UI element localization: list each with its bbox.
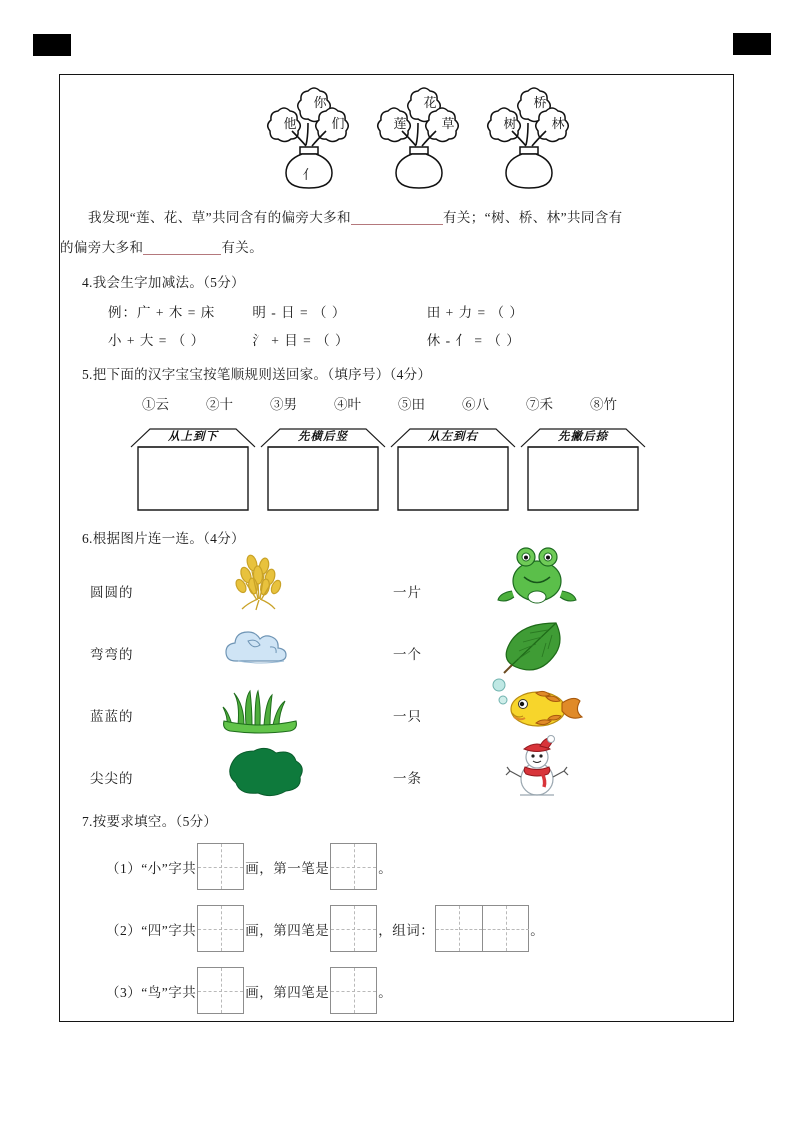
q4-cell[interactable]: 氵 + 目 = （ ） [252,333,350,348]
match-right-word[interactable]: 一个 [393,647,422,662]
q6-matching-area [60,545,733,800]
q7-text-b: 画，第四笔是 [245,984,330,1000]
vase-plants [360,83,476,191]
q7-row-1 [106,843,392,890]
q7-row-2 [106,905,544,952]
discovery-text-b: 有关；“树、桥、林”共同含有 [442,210,623,225]
q7-text-a: （2）“四”字共 [106,922,197,938]
word-answer-box[interactable] [435,905,529,952]
registration-mark-left [33,34,71,56]
match-left-word[interactable]: 尖尖的 [90,771,134,786]
discovery-blank-2[interactable] [143,254,221,255]
house-box[interactable] [128,425,258,513]
vase-petal-label: 林 [551,116,565,131]
q5-char: ⑥八 [462,397,489,412]
q7-text-c: 。 [530,922,545,938]
worksheet-page [59,74,734,1022]
vase-petal-label: 草 [441,116,455,131]
stroke-answer-box[interactable] [330,905,377,952]
q4-row-1 [108,301,524,321]
q7-text-c: 。 [378,984,393,1000]
match-left-word[interactable]: 圆圆的 [90,585,134,600]
q7-text-b: 画，第四笔是 [245,922,330,938]
q5-char: ⑤田 [398,397,425,412]
grass-icon [208,677,313,735]
house-box[interactable] [388,425,518,513]
q5-char: ③男 [270,397,297,412]
stroke-count-box[interactable] [197,905,244,952]
match-left-word[interactable]: 蓝蓝的 [90,709,134,724]
house-label: 先撇后捺 [558,431,608,443]
match-left-word[interactable]: 弯弯的 [90,647,134,662]
question-5-heading: 5.把下面的汉字宝宝按笔顺规则送回家。（填序号）（4分） [82,367,432,382]
vase-illustration-row [60,83,733,191]
house-label: 从左到右 [428,431,478,443]
q4-cell[interactable]: 明 - 日 = （ ） [252,305,347,320]
q4-row-2 [108,329,521,349]
house-box[interactable] [518,425,648,513]
q7-text-a: （3）“鸟”字共 [106,984,197,1000]
vase-petal-label: 树 [503,116,517,131]
discovery-text-d: 有关。 [221,240,264,255]
lake-icon [208,741,313,799]
discovery-text-a: 我发现“莲、花、草”共同含有的偏旁大多和 [88,210,351,225]
house-label: 从上到下 [168,431,218,443]
frog-icon [490,545,585,605]
stroke-count-box[interactable] [197,967,244,1014]
q4-cell: 例：广 + 木 = 床 [108,305,216,320]
vase-petal-label: 们 [331,116,345,131]
question-7-heading: 7.按要求填空。（5分） [82,814,218,829]
q5-char: ②十 [206,397,233,412]
q7-row-3 [106,967,392,1014]
stroke-answer-box[interactable] [330,843,377,890]
q5-char: ⑧竹 [590,397,617,412]
vase-trees [470,83,586,191]
q7-text-extra-label: ，组词： [378,922,435,938]
registration-mark-right [733,33,771,55]
snowman-icon [490,735,585,795]
q7-text-a: （1）“小”字共 [106,860,197,876]
q4-cell[interactable]: 休 - 亻 = （ ） [426,333,521,348]
q5-char: ④叶 [334,397,361,412]
q5-char: ⑦禾 [526,397,553,412]
cloud-icon [208,619,313,677]
stroke-count-box[interactable] [197,843,244,890]
q4-cell[interactable]: 小 + 大 = （ ） [108,333,206,348]
house-box[interactable] [258,425,388,513]
vase-petal-label: 莲 [393,116,407,131]
match-right-word[interactable]: 一条 [393,771,422,786]
vase-petal-label: 你 [313,95,327,110]
vase-petal-label: 桥 [533,95,547,110]
wheat-icon [208,553,313,611]
question-6-heading: 6.根据图片连一连。（4分） [82,531,245,546]
discovery-line-1 [88,203,623,233]
q7-text-c: 。 [378,860,393,876]
discovery-blank-1[interactable] [351,224,443,225]
vase-pronouns [250,83,366,191]
vase-petal-label: 花 [423,95,437,110]
discovery-text-c: 的偏旁大多和 [60,240,144,255]
q5-char: ①云 [142,397,169,412]
q4-cell[interactable]: 田 + 力 = （ ） [426,305,524,320]
house-label: 先横后竖 [298,431,348,443]
leaf-icon [490,615,585,675]
question-4-heading: 4.我会生字加减法。（5分） [82,275,245,290]
discovery-line-2 [60,233,263,263]
stroke-answer-box[interactable] [330,967,377,1014]
fish-icon [490,673,585,733]
vase-base-label: 亻 [302,167,316,182]
q5-house-row [70,425,730,515]
q7-text-b: 画，第一笔是 [245,860,330,876]
match-right-word[interactable]: 一片 [393,585,422,600]
match-right-word[interactable]: 一只 [393,709,422,724]
q5-character-list [142,393,654,413]
vase-petal-label: 他 [283,116,297,131]
